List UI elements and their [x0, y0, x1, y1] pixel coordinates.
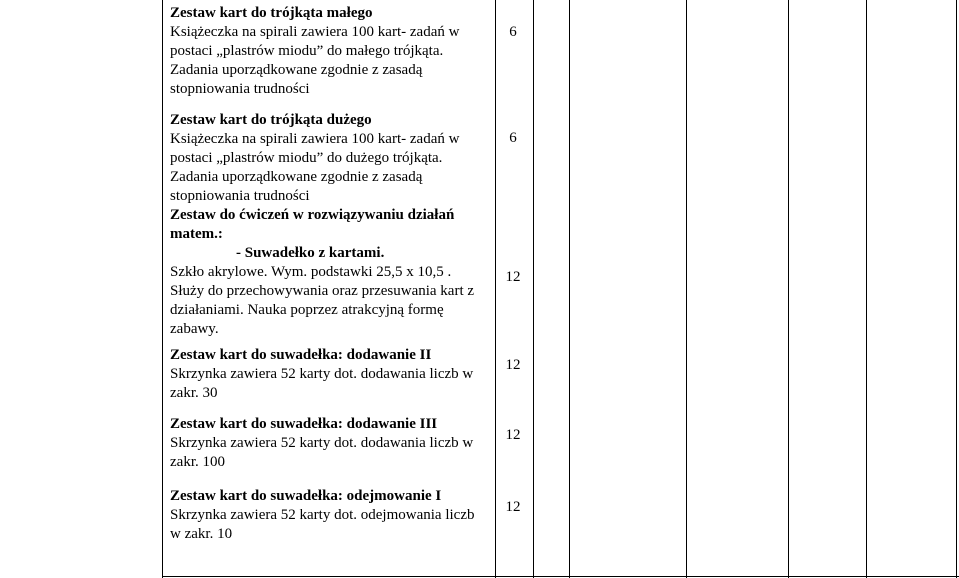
item-description-line: Zadania uporządkowane zgodnie z zasadą [170, 169, 423, 185]
item-description-line: Książeczka na spirali zawiera 100 kart- zadań w [170, 131, 460, 147]
item-quantity: 6 [509, 24, 517, 40]
item-quantity: 12 [505, 357, 521, 373]
item-description-line: działaniami. Nauka poprzez atrakcyjną formę [170, 302, 444, 318]
item-title: Zestaw kart do trójkąta małego [170, 5, 373, 21]
item-description-line: stopniowania trudności [170, 188, 310, 204]
item-description-line: w zakr. 10 [170, 526, 233, 542]
table-row-item [170, 4, 488, 99]
item-description-line: zakr. 100 [170, 454, 225, 470]
item-description-line: Skrzynka zawiera 52 karty dot. dodawania liczb w [170, 366, 474, 382]
item-description-line: zabawy. [170, 321, 219, 337]
table-row-item [170, 415, 488, 472]
table-row-item [170, 111, 488, 206]
item-title: matem.: [170, 226, 223, 242]
item-quantity: 12 [505, 499, 521, 515]
column-divider [495, 0, 496, 578]
item-description-line: Skrzynka zawiera 52 karty dot. dodawania liczb w [170, 435, 474, 451]
column-divider [686, 0, 687, 578]
table-border-bottom [162, 576, 959, 577]
item-title: Zestaw kart do suwadełka: dodawanie II [170, 347, 432, 363]
table-border-left [162, 0, 163, 578]
table-border-right [956, 0, 957, 578]
item-description-line: zakr. 30 [170, 385, 218, 401]
item-description-line: postaci „plastrów miodu” do małego trójkąta. [170, 43, 444, 59]
column-divider [866, 0, 867, 578]
table-row-item [170, 346, 488, 403]
item-quantity: 12 [505, 269, 521, 285]
column-divider [533, 0, 534, 578]
item-description-line: Książeczka na spirali zawiera 100 kart- zadań w [170, 24, 460, 40]
item-description-line: Skrzynka zawiera 52 karty dot. odejmowania liczb [170, 507, 475, 523]
item-title: Zestaw kart do suwadełka: odejmowanie I [170, 488, 442, 504]
item-quantity: 12 [505, 427, 521, 443]
column-divider [788, 0, 789, 578]
table-row-item [170, 487, 488, 544]
item-quantity: 6 [509, 130, 517, 146]
item-title: Zestaw kart do suwadełka: dodawanie III [170, 416, 438, 432]
item-title: Zestaw kart do trójkąta dużego [170, 112, 372, 128]
column-divider [569, 0, 570, 578]
item-description-line: Służy do przechowywania oraz przesuwania kart z [170, 283, 475, 299]
table-row-item [170, 206, 488, 339]
item-description-line: Zadania uporządkowane zgodnie z zasadą [170, 62, 423, 78]
item-description-line: postaci „plastrów miodu” do dużego trójkąta. [170, 150, 443, 166]
item-title: Zestaw do ćwiczeń w rozwiązywaniu działań [170, 207, 455, 223]
item-description-line: Szkło akrylowe. Wym. podstawki 25,5 x 10,5 . [170, 264, 452, 280]
item-subtitle: - Suwadełko z kartami. [236, 245, 385, 261]
item-description-line: stopniowania trudności [170, 81, 310, 97]
